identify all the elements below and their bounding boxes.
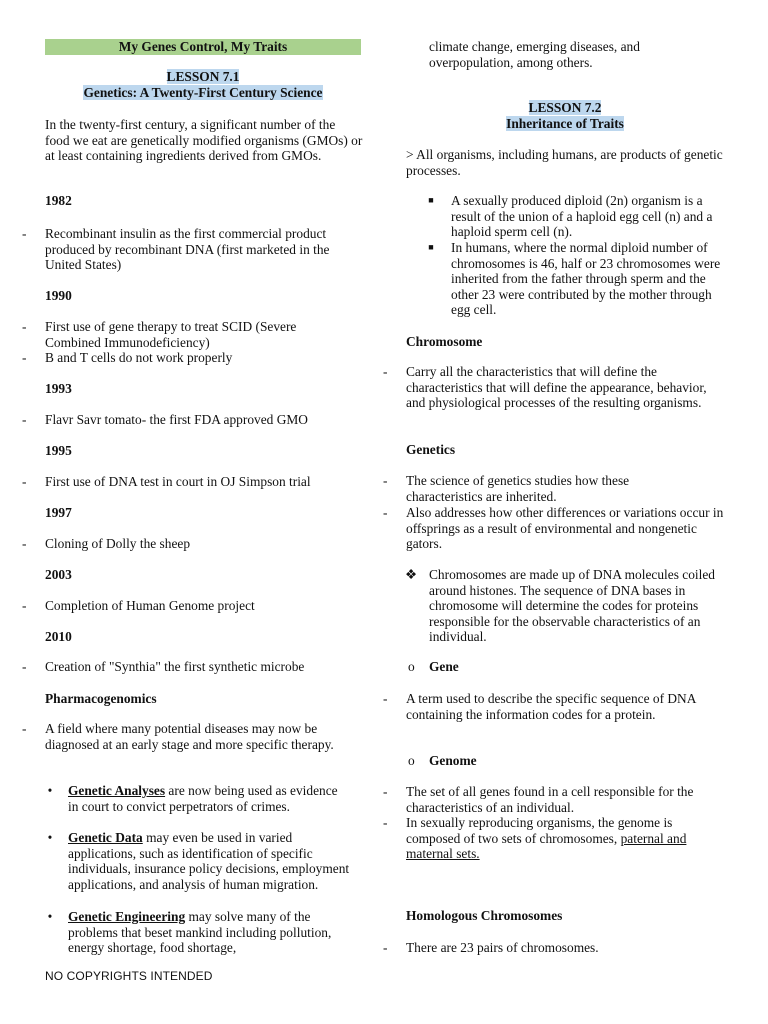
bullet-continuation: climate change, emerging diseases, and overpopulation, among others. xyxy=(429,39,640,70)
genome-underlined: paternal and maternal sets. xyxy=(406,830,687,862)
circle-marker: o xyxy=(408,659,415,674)
bullet-dot: • xyxy=(47,909,53,924)
diamond-bullet-icon: ❖ xyxy=(405,567,418,582)
dash-marker: - xyxy=(383,784,388,799)
timeline-item: Cloning of Dolly the sheep xyxy=(45,536,191,551)
lesson-7-1-heading xyxy=(45,69,361,100)
timeline-item: Flavr Savr tomato- the first FDA approved GMO xyxy=(45,412,308,427)
page-title: My Genes Control, My Traits xyxy=(118,39,288,54)
year-heading: 1997 xyxy=(45,505,72,520)
square-bullet: ■ xyxy=(428,242,434,252)
bullet-item xyxy=(68,830,352,892)
section-heading: Gene xyxy=(429,659,459,674)
dash-marker: - xyxy=(383,815,388,830)
title-bar xyxy=(45,39,361,55)
bullet-item xyxy=(68,783,348,814)
bullet-term: Genetic Data xyxy=(68,830,143,845)
dash-marker: - xyxy=(383,691,388,706)
section-heading: Pharmacogenomics xyxy=(45,691,157,706)
bullet-term: Genetic Engineering xyxy=(68,909,186,924)
gene-item: A term used to describe the specific sequence of DNA containing the information codes for a protein. xyxy=(406,691,696,722)
lesson-number: LESSON 7.1 xyxy=(166,69,240,84)
intro-paragraph: In the twenty-first century, a significant number of the food we eat are genetically modified organisms (GMOs) or at least containing ingredients derived from GMOs. xyxy=(45,117,363,164)
square-item: In humans, where the normal diploid number of chromosomes is 46, half or 23 chromosomes were inherited from the father through sperm and the other 23 were contributed by the mother through egg cell. xyxy=(451,240,721,318)
lesson-title: Inheritance of Traits xyxy=(506,115,624,131)
dash-marker: - xyxy=(22,319,27,334)
year-heading: 1990 xyxy=(45,288,72,303)
square-bullet: ■ xyxy=(428,195,434,205)
year-heading: 1993 xyxy=(45,381,72,396)
dash-marker: - xyxy=(383,940,388,955)
dash-marker: - xyxy=(22,598,27,613)
dash-marker: - xyxy=(22,350,27,365)
chromosome-item: Carry all the characteristics that will define the characteristics that will define the appearance, behavior, and physiological processes of the resulting organisms. xyxy=(406,364,707,411)
lesson-number: LESSON 7.2 xyxy=(528,100,602,115)
genetics-item: The science of genetics studies how these characteristics are inherited. xyxy=(406,473,630,504)
dash-marker: - xyxy=(22,226,27,241)
timeline-item: Recombinant insulin as the first commercial product produced by recombinant DNA (first marketed in the United States) xyxy=(45,226,330,273)
timeline-item: B and T cells do not work properly xyxy=(45,350,233,365)
dash-marker: - xyxy=(383,505,388,520)
dash-marker: - xyxy=(383,473,388,488)
bullet-text: are now being used as evidence in court to convict perpetrators of crimes. xyxy=(68,783,338,814)
timeline-item: First use of DNA test in court in OJ Simpson trial xyxy=(45,474,311,489)
section-heading: Genetics xyxy=(406,442,456,457)
dash-marker: - xyxy=(22,721,27,736)
footer-notice: NO COPYRIGHTS INTENDED xyxy=(45,969,213,983)
timeline-item: First use of gene therapy to treat SCID (Severe Combined Immunodeficiency) xyxy=(45,319,297,350)
dash-marker: - xyxy=(22,659,27,674)
dash-marker: - xyxy=(22,536,27,551)
section-heading: Homologous Chromosomes xyxy=(406,908,563,923)
year-heading: 1995 xyxy=(45,443,72,458)
circle-marker: o xyxy=(408,753,415,768)
lesson-7-2-heading xyxy=(406,100,724,131)
homologous-item: There are 23 pairs of chromosomes. xyxy=(406,940,599,955)
genetics-item: Also addresses how other differences or variations occur in offsprings as a result of environmental and nongenetic gators. xyxy=(406,505,724,552)
dash-marker: - xyxy=(22,474,27,489)
section-heading: Genome xyxy=(429,753,477,768)
year-heading: 1982 xyxy=(45,193,72,208)
bullet-dot: • xyxy=(47,830,53,845)
genome-item: The set of all genes found in a cell responsible for the characteristics of an individual. xyxy=(406,784,694,815)
bullet-item xyxy=(68,909,348,956)
year-heading: 2010 xyxy=(45,629,72,644)
definition: A field where many potential diseases may now be diagnosed at an early stage and more specific therapy. xyxy=(45,721,334,752)
diamond-item: Chromosomes are made up of DNA molecules coiled around histones. The sequence of DNA bases in chromosome will determine the codes for proteins responsible for the observable characteristics of an individual. xyxy=(429,567,715,645)
lesson-title: Genetics: A Twenty-First Century Science xyxy=(83,84,323,100)
bullet-dot: • xyxy=(47,783,53,798)
section-heading: Chromosome xyxy=(406,334,483,349)
genome-item xyxy=(406,815,726,862)
intro-paragraph: > All organisms, including humans, are products of genetic processes. xyxy=(406,147,723,178)
bullet-term: Genetic Analyses xyxy=(68,783,166,798)
dash-marker: - xyxy=(22,412,27,427)
square-item: A sexually produced diploid (2n) organism is a result of the union of a haploid egg cell (n) and a haploid sperm cell (n). xyxy=(451,193,713,240)
bullet-text: may even be used in varied applications, such as identification of specific individuals, insurance policy decisions, employment applications, and analysis of human migration. xyxy=(68,830,350,892)
dash-marker: - xyxy=(383,364,388,379)
genome-text: In sexually reproducing organisms, the genome is composed of two sets of chromosomes, xyxy=(406,815,673,846)
timeline-item: Creation of "Synthia" the first synthetic microbe xyxy=(45,659,305,674)
bullet-text: may solve many of the problems that beset mankind including pollution, energy shortage, food shortage, xyxy=(68,909,332,956)
year-heading: 2003 xyxy=(45,567,72,582)
timeline-item: Completion of Human Genome project xyxy=(45,598,255,613)
